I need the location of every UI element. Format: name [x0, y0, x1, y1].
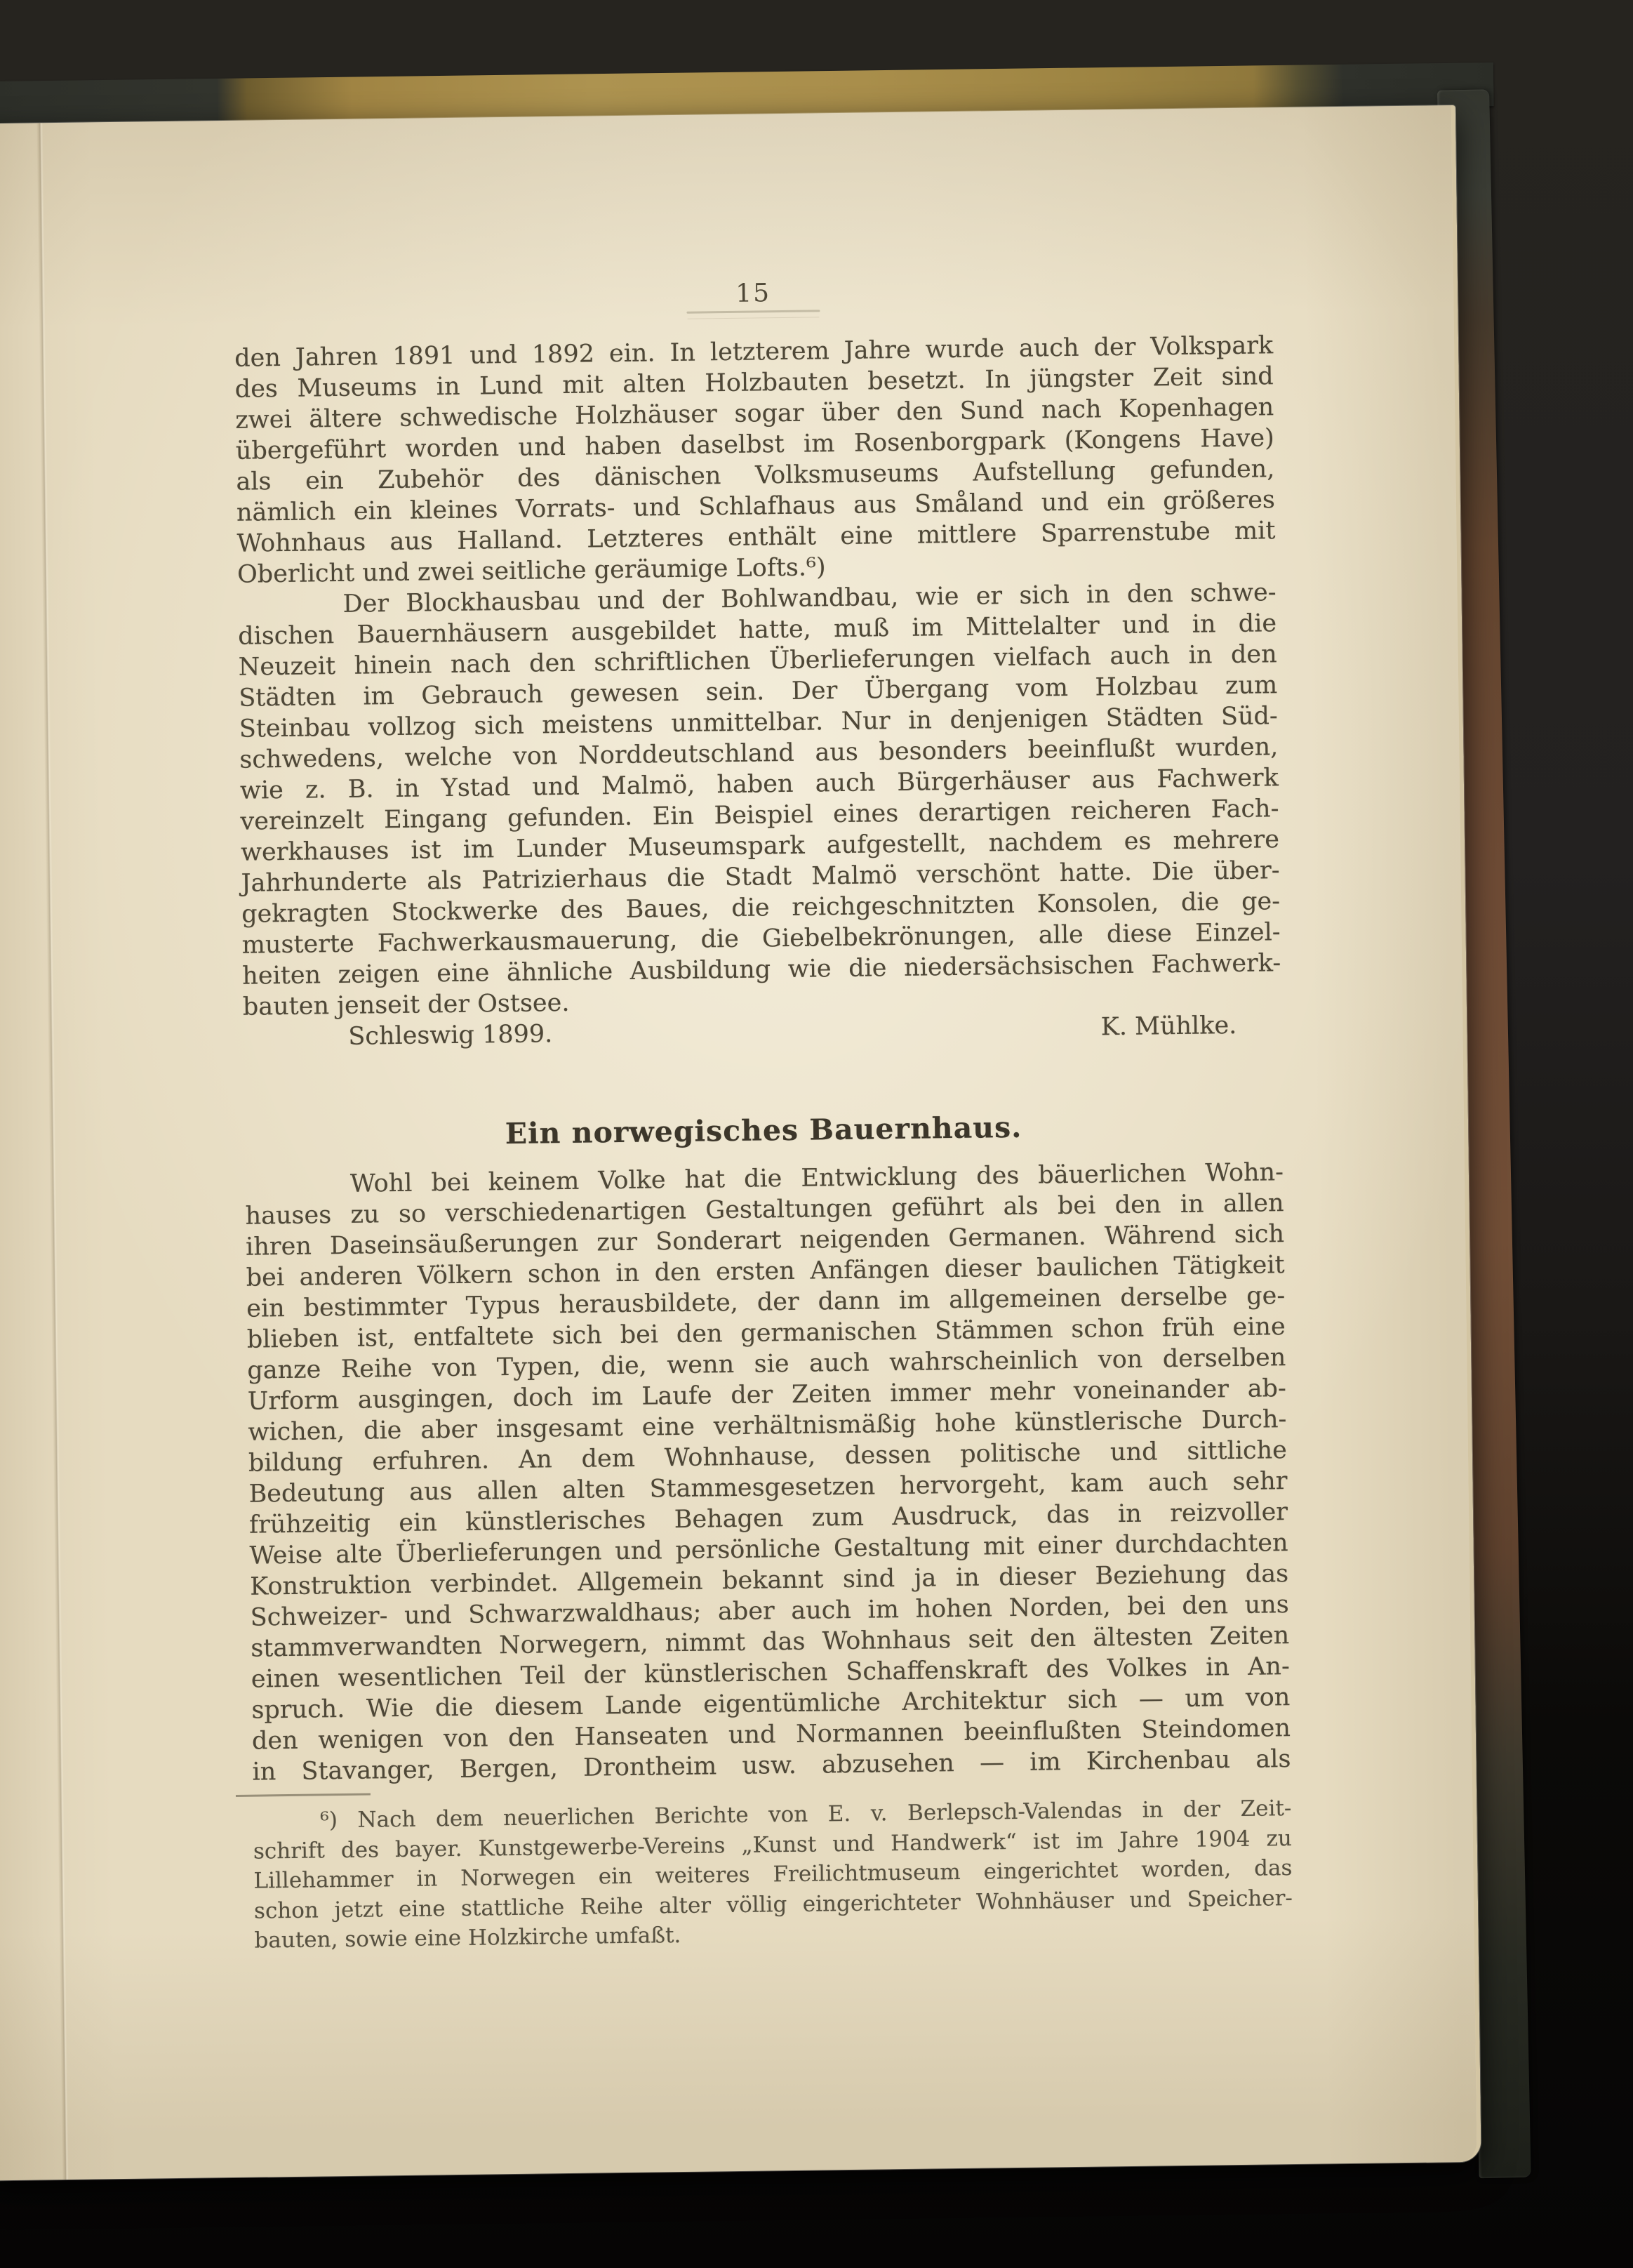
scanned-page — [0, 105, 1481, 2181]
text-line: als ein Zubehör des dänischen Volksmuseums Aufstellung gefunden, — [236, 455, 1275, 496]
text-line: Wohnhaus aus Halland. Letzteres enthält eine mittlere Sparrenstube mit — [236, 517, 1276, 558]
text-line: übergeführt worden und haben daselbst im Rosenborgpark (Kongens Have) — [235, 424, 1275, 465]
footnote — [253, 1793, 1293, 1956]
text-line: blieben ist, entfaltete sich bei den germanischen Stämmen schon früh eine — [246, 1313, 1286, 1354]
text-line: einen wesentlichen Teil der künstlerischen Schaffenskraft des Volkes in An- — [251, 1652, 1291, 1694]
text-line: Konstruktion verbindet. Allgemein bekannt sind ja in dieser Beziehung das — [249, 1560, 1289, 1601]
text-line: Neuzeit hinein nach den schriftlichen Überlieferungen vielfach auch in den — [238, 640, 1277, 682]
text-line: ⁶) Nach dem neuerlichen Berichte von E. v. Berlepsch-Valendas in der Zeit- — [320, 1796, 1292, 1833]
text-line: bauten, sowie eine Holzkirche umfaßt. — [254, 1923, 681, 1954]
text-line: Schweizer- und Schwarzwaldhaus; aber auch im hohen Norden, bei den uns — [250, 1591, 1289, 1632]
text-line: bei anderen Völkern schon in den ersten Anfängen dieser baulichen Tätigkeit — [246, 1251, 1285, 1292]
text-line: ganze Reihe von Typen, die, wenn sie auch wahrscheinlich von derselben — [247, 1344, 1286, 1385]
text-line: dischen Bauernhäusern ausgebildet hatte, muß im Mittelalter und in die — [237, 609, 1277, 651]
text-line: nämlich ein kleines Vorrats- und Schlafhaus aus Småland und ein größeres — [236, 486, 1276, 527]
text-line: den wenigen von den Hanseaten und Normannen beeinflußten Steindomen — [251, 1714, 1291, 1756]
text-line: schwedens, welche von Norddeutschland aus besonders beeinflußt wurden, — [239, 733, 1279, 774]
footnote-rule — [236, 1793, 371, 1797]
text-line: bildung erfuhren. An dem Wohnhause, dessen politische und sittliche — [248, 1436, 1288, 1478]
text-line: schon jetzt eine stattliche Reihe alter völlig eingerichteter Wohnhäuser und Speicher- — [253, 1885, 1293, 1924]
section-paragraph — [245, 1157, 1291, 1788]
text-line: ihren Daseinsäußerungen zur Sonderart neigenden Germanen. Während sich — [245, 1220, 1285, 1261]
text-line: wichen, die aber insgesamt eine verhältnismäßig hohe künstlerische Durch- — [248, 1405, 1287, 1447]
text-line: Oberlicht und zwei seitliche geräumige Lofts.⁶) — [236, 553, 826, 589]
text-line: Urform ausgingen, doch im Laufe der Zeiten immer mehr voneinander ab- — [247, 1374, 1287, 1416]
text-line: stammverwandten Norwegern, nimmt das Wohnhaus seit den ältesten Zeiten — [251, 1622, 1290, 1663]
text-line: musterte Fachwerkausmauerung, die Giebelbekrönungen, alle diese Einzel- — [241, 918, 1281, 960]
text-line: Jahrhunderte als Patrizierhaus die Stadt Malmö verschönt hatte. Die über- — [241, 856, 1280, 898]
text-line: werkhauses ist im Lunder Museumspark aufgestellt, nachdem es mehrere — [240, 825, 1280, 867]
text-line: in Stavanger, Bergen, Drontheim usw. abzusehen — im Kirchenbau als — [252, 1745, 1291, 1786]
text-line: gekragten Stockwerke des Baues, die reichgeschnitzten Konsolen, die ge- — [241, 887, 1281, 929]
text-line: frühzeitig ein künstlerisches Behagen zum Ausdruck, das in reizvoller — [248, 1498, 1288, 1539]
text-line: den Jahren 1891 und 1892 ein. In letzterem Jahre wurde auch der Volkspark — [234, 331, 1274, 373]
text-line: zwei ältere schwedische Holzhäuser sogar über den Sund nach Kopenhagen — [235, 393, 1274, 435]
text-column — [232, 107, 1293, 1956]
text-line: heiten zeigen eine ähnliche Ausbildung wie die niedersächsischen Fachwerk- — [242, 949, 1281, 990]
text-line: Weise alte Überlieferungen und persönliche Gestaltung mit einer durchdachten — [249, 1529, 1288, 1570]
text-line: schrift des bayer. Kunstgewerbe-Vereins „Kunst und Handwerk“ ist im Jahre 1904 zu — [253, 1825, 1293, 1864]
text-line: Steinbau vollzog sich meistens unmittelbar. Nur in denjenigen Städten Süd- — [239, 702, 1279, 743]
text-line: Städten im Gebrauch gewesen sein. Der Übergang vom Holzbau zum — [239, 671, 1278, 712]
text-line: Bedeutung aus allen alten Stammesgesetzen hervorgeht, kam auch sehr — [248, 1467, 1288, 1508]
text-line: spruch. Wie die diesem Lande eigentümliche Architektur sich — um von — [251, 1683, 1291, 1725]
text-line: vereinzelt Eingang gefunden. Ein Beispiel eines derartigen reicheren Fach- — [240, 795, 1279, 836]
signoff-author: K. Mühlke. — [1100, 1011, 1237, 1042]
paragraph-continuation — [234, 330, 1276, 590]
text-line: Wohl bei keinem Volke hat die Entwicklung des bäuerlichen Wohn- — [349, 1158, 1284, 1198]
text-line: bauten jenseit der Ostsee. — [242, 988, 570, 1021]
page-number: 15 — [735, 279, 771, 308]
text-line: Der Blockhausbau und der Bohlwandbau, wie er sich in den schwe- — [342, 578, 1277, 618]
signoff-place-date: Schleswig 1899. — [348, 1020, 553, 1051]
text-line: Lillehammer in Norwegen ein weiteres Freilichtmuseum eingerichtet worden, das — [253, 1855, 1293, 1894]
text-line: ein bestimmter Typus herausbildete, der dann im allgemeinen derselbe ge- — [246, 1282, 1286, 1323]
paragraph-blockhausbau — [237, 577, 1281, 1023]
text-line: hauses zu so verschiedenartigen Gestaltungen geführt als bei den in allen — [245, 1189, 1284, 1231]
section-heading: Ein norwegisches Bauernhaus. — [505, 1110, 1022, 1151]
text-line: wie z. B. in Ystad und Malmö, haben auch Bürgerhäuser aus Fachwerk — [239, 764, 1279, 805]
text-line: des Museums in Lund mit alten Holzbauten besetzt. In jüngster Zeit sind — [234, 362, 1274, 404]
page-number-rule — [686, 310, 820, 313]
